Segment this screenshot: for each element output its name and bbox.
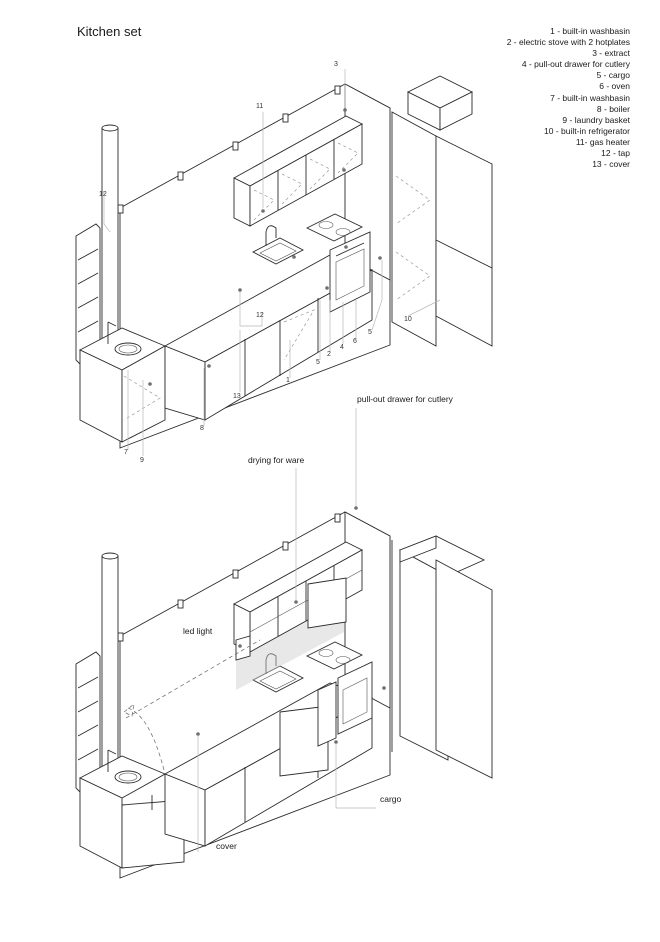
callout-5-left: 5 [316, 359, 320, 366]
label-cover: cover [216, 841, 237, 851]
legend-item: 10 - built-in refrigerator [544, 125, 630, 136]
label-led-light: led light [183, 626, 213, 636]
bottom-wall-cabinet-open-door [308, 578, 346, 628]
callout-4: 4 [340, 344, 344, 351]
callout-11: 11 [256, 103, 264, 110]
callout-8: 8 [200, 425, 204, 432]
bottom-kitchen-view [76, 394, 492, 878]
top-refrigerator [436, 136, 492, 346]
legend-item: 1 - built-in washbasin [550, 26, 630, 36]
callout-5-right: 5 [368, 329, 372, 336]
legend-item: 13 - cover [592, 159, 630, 170]
bottom-pull-out-cargo [318, 682, 336, 746]
legend-item: 6 - oven [599, 81, 630, 92]
callout-1: 1 [286, 377, 290, 384]
legend-item: 9 - laundry basket [562, 114, 630, 125]
callout-13: 13 [233, 393, 241, 400]
callout-6: 6 [353, 338, 357, 345]
callout-3: 3 [334, 61, 338, 68]
callout-12-top: 12 [99, 191, 107, 198]
callout-10: 10 [404, 316, 412, 323]
legend-item: 8 - boiler [596, 103, 630, 114]
label-pull-out-drawer: pull-out drawer for cutlery [357, 394, 453, 404]
bottom-tall-cabinet-open-door [436, 560, 492, 778]
legend-item: 3 - extract [592, 48, 630, 59]
top-tall-cabinet-side [392, 112, 436, 346]
label-drying-for-ware: drying for ware [248, 455, 305, 465]
legend-item: 12 - tap [601, 148, 630, 159]
callout-7: 7 [124, 449, 128, 456]
callout-12: 12 [256, 312, 264, 319]
sheet-title: Kitchen set [77, 24, 142, 39]
legend-item: 7 - built-in washbasin [550, 92, 630, 103]
label-cargo: cargo [380, 794, 402, 804]
legend-item: 2 - electric stove with 2 hotplates [506, 37, 630, 48]
legend-item: 11- gas heater [575, 136, 630, 147]
bottom-flue-pipe [102, 556, 118, 768]
callout-2: 2 [327, 351, 331, 358]
legend-item: 5 - cargo [596, 70, 630, 81]
legend-item: 4 - pull-out drawer for cutlery [521, 59, 630, 70]
top-flue-pipe [102, 128, 118, 338]
callout-9: 9 [140, 457, 144, 464]
